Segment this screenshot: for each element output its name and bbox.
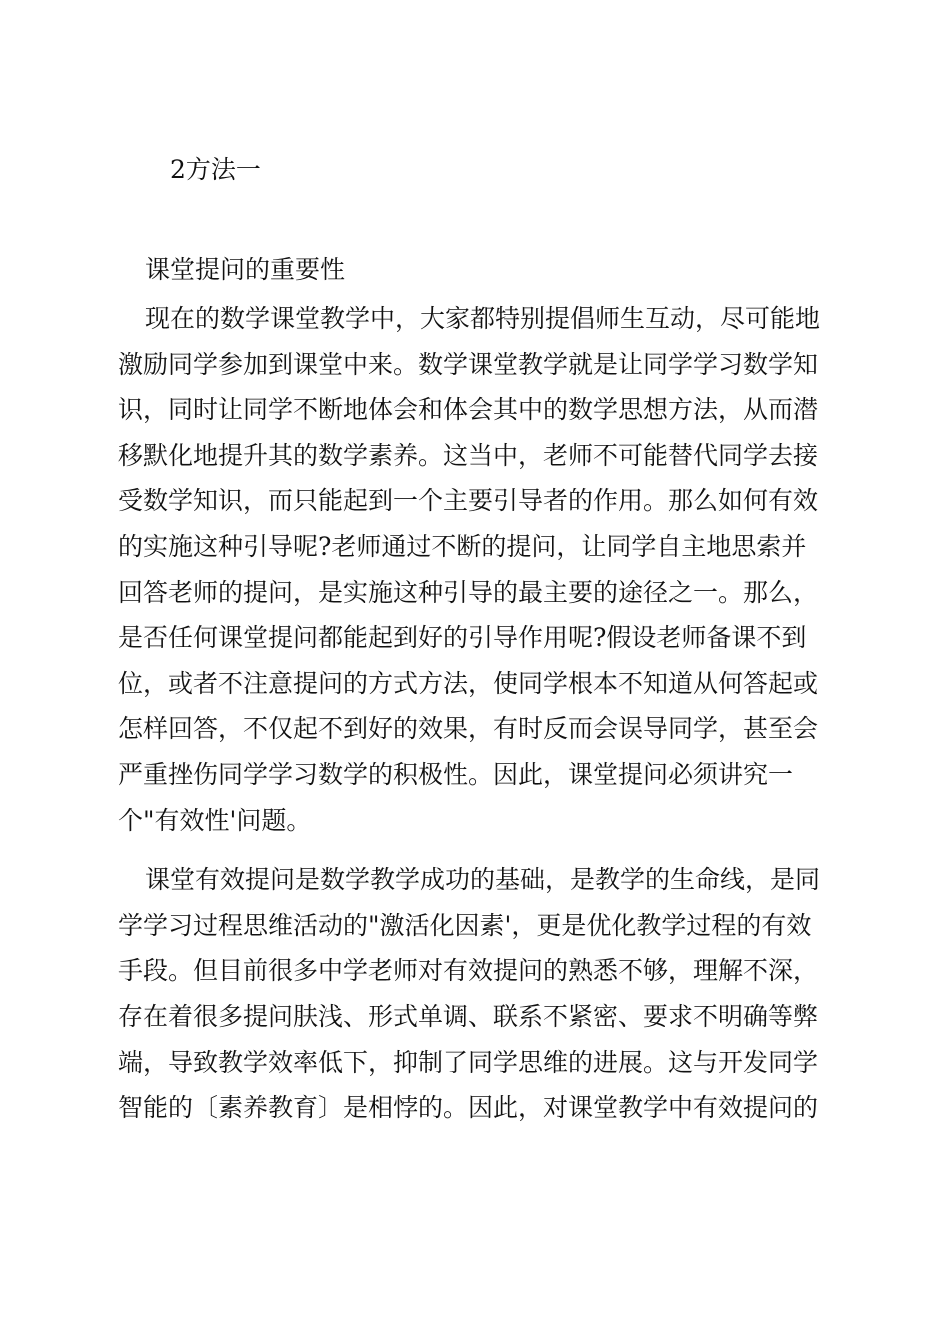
paragraph-2	[118, 857, 833, 1131]
text-line: 课堂有效提问是数学教学成功的基础，是教学的生命线，是同	[145, 865, 821, 895]
text-line: 手段。但目前很多中学老师对有效提问的熟悉不够，理解不深，	[118, 956, 819, 986]
text-line: 的实施这种引导呢?老师通过不断的提问，让同学自主地思索并	[118, 531, 807, 561]
text-line: 移默化地提升其的数学素养。这当中，老师不可能替代同学去接	[118, 440, 819, 470]
text-line: 现在的数学课堂教学中，大家都特别提倡师生互动，尽可能地	[145, 304, 821, 333]
section-subheading: 课堂提问的重要性	[145, 255, 346, 284]
text-line: 存在着很多提问肤浅、形式单调、联系不紧密、要求不明确等弊	[118, 1001, 819, 1031]
text-line: 回答老师的提问，是实施这种引导的最主要的途径之一。那么，	[118, 577, 819, 607]
text-line: 受数学知识，而只能起到一个主要引导者的作用。那么如何有效	[118, 486, 819, 516]
body-text	[118, 296, 833, 1131]
text-line: 位，或者不注意提问的方式方法，使同学根本不知道从何答起或	[118, 668, 819, 698]
paragraph-1	[118, 296, 833, 843]
text-line: 个"有效性'问题。	[118, 805, 312, 835]
text-line: 端，导致教学效率低下，抑制了同学思维的进展。这与开发同学	[118, 1047, 819, 1077]
text-line: 识，同时让同学不断地体会和体会其中的数学思想方法，从而潜	[118, 395, 819, 425]
text-line: 严重挫伤同学学习数学的积极性。因此，课堂提问必须讲究一	[118, 759, 794, 789]
text-line: 激励同学参加到课堂中来。数学课堂教学就是让同学学习数学知	[118, 349, 819, 379]
paragraph-gap	[118, 843, 833, 857]
section-heading: 2方法一	[170, 155, 261, 184]
text-line: 怎样回答，不仅起不到好的效果，有时反而会误导同学，甚至会	[118, 714, 819, 744]
text-line: 智能的〔素养教育〕是相悖的。因此，对课堂教学中有效提问的	[118, 1093, 819, 1123]
text-line: 是否任何课堂提问都能起到好的引导作用呢?假设老师备课不到	[118, 623, 807, 653]
text-line: 学学习过程思维活动的"激活化因素'，更是优化教学过程的有效	[118, 910, 812, 940]
